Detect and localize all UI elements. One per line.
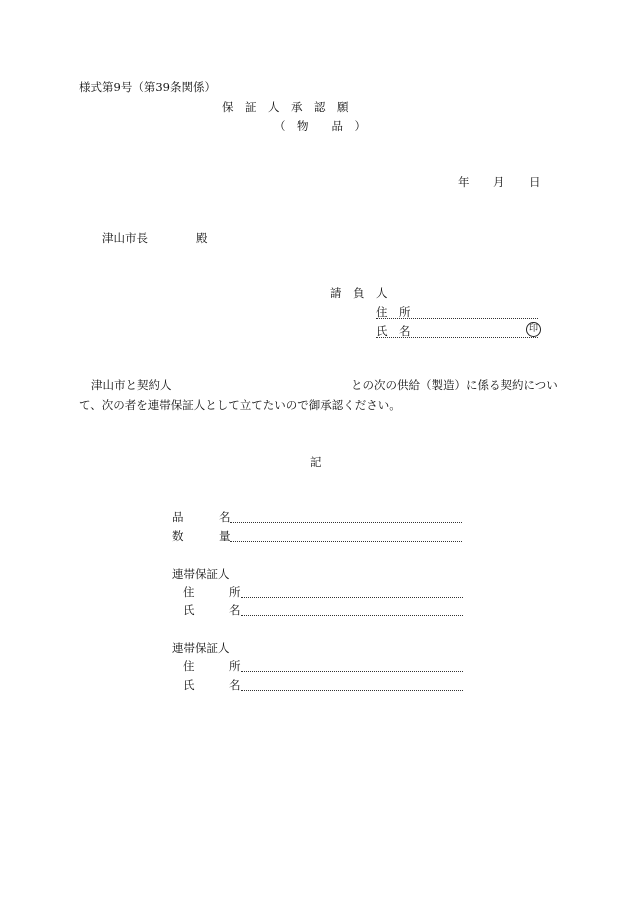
guarantor-heading: 連帯保証人 (172, 641, 230, 655)
guarantor-heading: 連帯保証人 (172, 567, 230, 581)
quantity-field[interactable] (230, 541, 462, 542)
product-name-field[interactable] (230, 522, 462, 523)
document-subtitle: （ 物 品 ） (274, 119, 366, 133)
addressee-name: 津山市長 (102, 231, 148, 245)
body-line2: て、次の者を連帯保証人として立てたいので御承認ください。 (79, 398, 401, 412)
record-heading: 記 (310, 455, 322, 469)
date-month-label: 月 (493, 175, 505, 189)
addressee-honorific: 殿 (196, 231, 208, 245)
guarantor-address-label-first: 住 (183, 585, 195, 599)
quantity-label-second: 量 (219, 529, 231, 543)
guarantor-name-label-second: 名 (229, 603, 241, 617)
guarantor-name-label-first: 氏 (183, 603, 195, 617)
contractor-heading: 請 負 人 (330, 286, 388, 300)
document-title: 保 証 人 承 認 願 (222, 100, 349, 114)
product-label-second: 名 (219, 510, 231, 524)
guarantor-address-label-second: 所 (229, 585, 241, 599)
guarantor-address-label-first: 住 (183, 659, 195, 673)
date-day-label: 日 (529, 175, 541, 189)
guarantor-address-label-second: 所 (229, 659, 241, 673)
body-line1-start: 津山市と契約人 (91, 378, 172, 392)
guarantor-name-field[interactable] (241, 690, 463, 691)
guarantor-name-label-second: 名 (229, 678, 241, 692)
date-year-label: 年 (458, 175, 470, 189)
seal-mark: 印 (526, 322, 541, 337)
guarantor-name-field[interactable] (241, 615, 463, 616)
guarantor-address-field[interactable] (241, 671, 463, 672)
quantity-label-first: 数 (172, 529, 184, 543)
guarantor-name-label-first: 氏 (183, 678, 195, 692)
contractor-address-field[interactable] (376, 318, 538, 319)
contractor-address-label: 住 所 (376, 305, 411, 319)
guarantor-address-field[interactable] (241, 597, 463, 598)
product-label-first: 品 (172, 510, 184, 524)
contractor-name-label: 氏 名 (376, 324, 411, 338)
contractor-name-field[interactable] (376, 337, 538, 338)
body-line1-end: との次の供給（製造）に係る契約につい (351, 378, 558, 392)
form-number: 様式第9号（第39条関係） (79, 80, 216, 94)
